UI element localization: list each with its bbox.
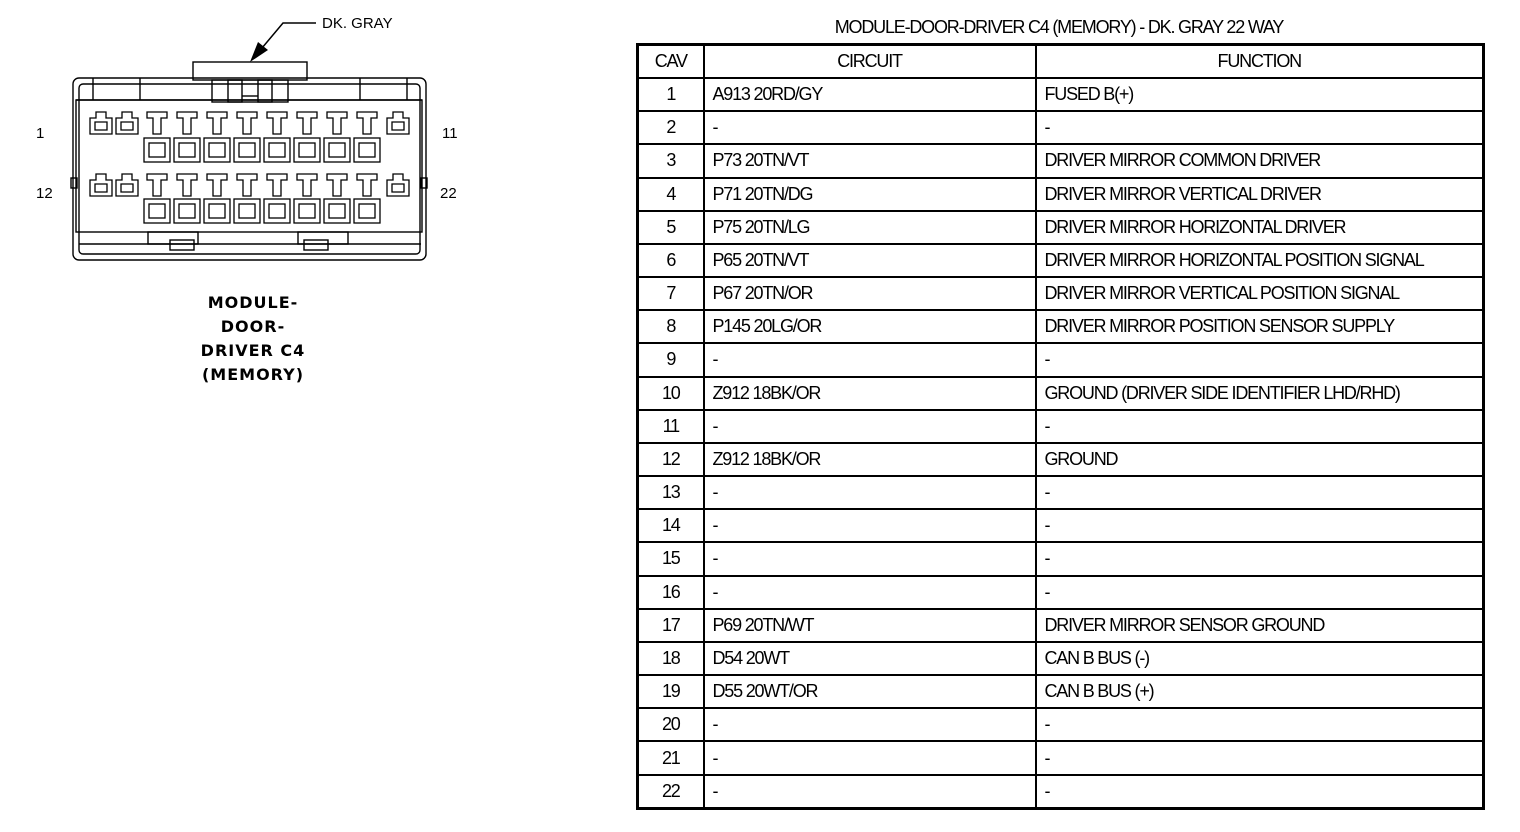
pin-label-12: 12 <box>36 185 53 202</box>
cell-circuit: - <box>704 775 1036 809</box>
cell-function: - <box>1036 476 1484 509</box>
table-row <box>638 410 1484 443</box>
cell-cav: 10 <box>638 377 704 410</box>
table-row <box>638 144 1484 177</box>
cell-function: - <box>1036 775 1484 809</box>
caption-line: DOOR- <box>220 317 286 336</box>
table-row <box>638 741 1484 774</box>
cavity-terminals-bottom <box>147 174 377 196</box>
cell-cav: 4 <box>638 178 704 211</box>
table-row <box>638 211 1484 244</box>
cavity-latch <box>116 112 138 134</box>
cell-cav: 3 <box>638 144 704 177</box>
cell-function: GROUND (DRIVER SIDE IDENTIFIER LHD/RHD) <box>1036 377 1484 410</box>
table-row <box>638 78 1484 111</box>
cell-function: FUSED B(+) <box>1036 78 1484 111</box>
cell-cav: 2 <box>638 111 704 144</box>
column-header-cav: CAV <box>638 45 704 79</box>
cell-cav: 21 <box>638 741 704 774</box>
cell-cav: 15 <box>638 542 704 575</box>
caption-line: MODULE- <box>207 293 299 312</box>
cell-function: - <box>1036 111 1484 144</box>
cell-cav: 18 <box>638 642 704 675</box>
cell-cav: 22 <box>638 775 704 809</box>
cell-circuit: D55 20WT/OR <box>704 675 1036 708</box>
cell-function: CAN B BUS (-) <box>1036 642 1484 675</box>
cell-function: DRIVER MIRROR HORIZONTAL POSITION SIGNAL <box>1036 244 1484 277</box>
caption-line: (MEMORY) <box>201 365 305 384</box>
table-row <box>638 775 1484 809</box>
table-row <box>638 476 1484 509</box>
table-row <box>638 708 1484 741</box>
cell-cav: 17 <box>638 609 704 642</box>
cavity-row-bottom <box>90 174 409 223</box>
table-header-row <box>638 45 1484 79</box>
cell-function: CAN B BUS (+) <box>1036 675 1484 708</box>
cell-circuit: - <box>704 708 1036 741</box>
cell-function: DRIVER MIRROR HORIZONTAL DRIVER <box>1036 211 1484 244</box>
cell-circuit: P67 20TN/OR <box>704 277 1036 310</box>
cell-cav: 16 <box>638 576 704 609</box>
table-row <box>638 542 1484 575</box>
cell-cav: 13 <box>638 476 704 509</box>
cavity-squares-bottom <box>144 199 380 223</box>
cell-function: - <box>1036 410 1484 443</box>
cell-circuit: - <box>704 509 1036 542</box>
connector-color-label: DK. GRAY <box>322 15 393 32</box>
cavity-row-top <box>90 112 409 162</box>
table-row <box>638 642 1484 675</box>
cell-function: DRIVER MIRROR POSITION SENSOR SUPPLY <box>1036 310 1484 343</box>
table-row <box>638 443 1484 476</box>
cavity-latch <box>90 174 112 196</box>
cell-circuit: P71 20TN/DG <box>704 178 1036 211</box>
cavity-latch <box>116 174 138 196</box>
cell-cav: 7 <box>638 277 704 310</box>
cell-cav: 14 <box>638 509 704 542</box>
leader-line <box>262 23 316 48</box>
cell-cav: 12 <box>638 443 704 476</box>
cell-cav: 1 <box>638 78 704 111</box>
connector-drawing <box>0 0 560 420</box>
table-row <box>638 675 1484 708</box>
cell-function: DRIVER MIRROR SENSOR GROUND <box>1036 609 1484 642</box>
cavity-squares-top <box>144 138 380 162</box>
cell-circuit: - <box>704 542 1036 575</box>
cell-cav: 11 <box>638 410 704 443</box>
cell-function: DRIVER MIRROR COMMON DRIVER <box>1036 144 1484 177</box>
table-row <box>638 576 1484 609</box>
pin-label-1: 1 <box>36 125 45 142</box>
pin-label-11: 11 <box>442 125 458 142</box>
cell-function: - <box>1036 741 1484 774</box>
cell-circuit: P145 20LG/OR <box>704 310 1036 343</box>
table-row <box>638 310 1484 343</box>
cell-cav: 20 <box>638 708 704 741</box>
table-row <box>638 509 1484 542</box>
table-row <box>638 377 1484 410</box>
connector-caption <box>201 293 306 384</box>
cell-circuit: P75 20TN/LG <box>704 211 1036 244</box>
cell-function: DRIVER MIRROR VERTICAL DRIVER <box>1036 178 1484 211</box>
table-row <box>638 609 1484 642</box>
cell-circuit: Z912 18BK/OR <box>704 377 1036 410</box>
cell-cav: 6 <box>638 244 704 277</box>
column-header-function: FUNCTION <box>1036 45 1484 79</box>
cell-circuit: - <box>704 410 1036 443</box>
cell-function: - <box>1036 343 1484 376</box>
caption-line: DRIVER C4 <box>200 341 306 360</box>
cell-cav: 9 <box>638 343 704 376</box>
cell-function: GROUND <box>1036 443 1484 476</box>
table-title: MODULE-DOOR-DRIVER C4 (MEMORY) - DK. GRAY 22 WAY <box>834 17 1284 37</box>
table-body <box>638 78 1484 809</box>
cell-function: DRIVER MIRROR VERTICAL POSITION SIGNAL <box>1036 277 1484 310</box>
table-row <box>638 111 1484 144</box>
cavity-terminals-top <box>147 112 377 134</box>
cell-function: - <box>1036 509 1484 542</box>
cell-circuit: P73 20TN/VT <box>704 144 1036 177</box>
table-row <box>638 343 1484 376</box>
cell-circuit: P69 20TN/WT <box>704 609 1036 642</box>
cell-circuit: A913 20RD/GY <box>704 78 1036 111</box>
table-row <box>638 244 1484 277</box>
cell-cav: 5 <box>638 211 704 244</box>
cell-circuit: - <box>704 576 1036 609</box>
cell-function: - <box>1036 576 1484 609</box>
column-header-circuit: CIRCUIT <box>704 45 1036 79</box>
cell-circuit: P65 20TN/VT <box>704 244 1036 277</box>
cell-cav: 19 <box>638 675 704 708</box>
cavity-latch <box>90 112 112 134</box>
cell-circuit: - <box>704 476 1036 509</box>
cell-circuit: Z912 18BK/OR <box>704 443 1036 476</box>
cavity-latch <box>387 112 409 134</box>
pin-label-22: 22 <box>440 185 457 202</box>
cell-circuit: - <box>704 111 1036 144</box>
cavity-latch <box>387 174 409 196</box>
cell-function: - <box>1036 708 1484 741</box>
cell-circuit: - <box>704 343 1036 376</box>
cell-cav: 8 <box>638 310 704 343</box>
cell-circuit: D54 20WT <box>704 642 1036 675</box>
connector-body <box>71 62 427 260</box>
table-row <box>638 277 1484 310</box>
cell-circuit: - <box>704 741 1036 774</box>
table-row <box>638 178 1484 211</box>
pinout-table <box>636 43 1485 810</box>
cell-function: - <box>1036 542 1484 575</box>
connector-diagram <box>0 0 560 420</box>
